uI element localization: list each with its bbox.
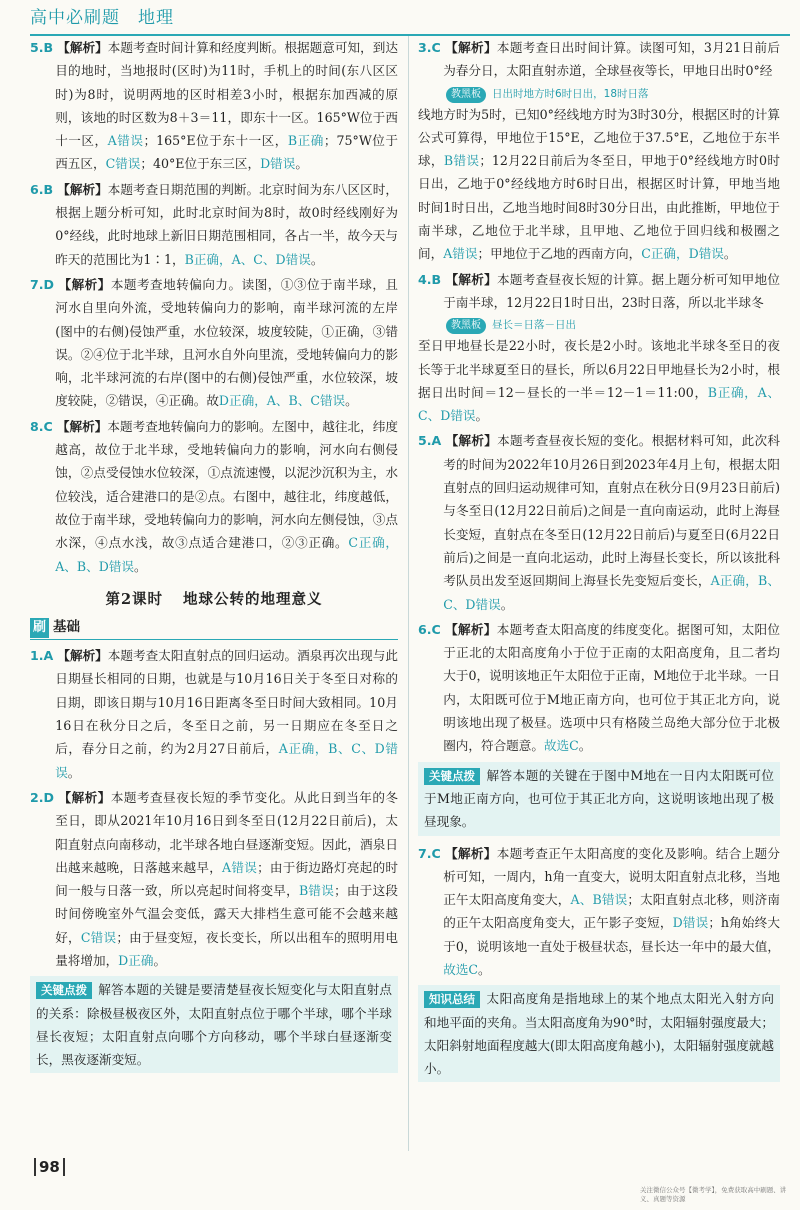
answer-item <box>418 618 780 758</box>
analysis-text: ；12月22日前后为冬至日，甲地于0°经线地方时0时日出，乙地于0°经线地方时6时日出，根据区时计算，甲地当地时间1时日出，乙地当地时间8时30分日出，由此推断，甲地位于南半球，乙地位于北半球，且甲地、乙地位于回归线和极圈之间， <box>418 153 780 262</box>
analysis-text: 本题考查昼夜长短的计算。据上题分析可知甲地位于南半球，12月22日1时日出，23时日落，所以北半球冬 <box>443 271 781 310</box>
analysis-text: 。 <box>295 156 308 172</box>
analysis-text: 线地方时为5时，已知0°经线地方时为3时30分，根据区时的计算公式可算得，甲地位于15°E，乙地位于37.5°E，乙地位于东半球， <box>418 106 780 169</box>
analysis-label: 【解析】 <box>445 40 497 55</box>
analysis-text: 本题考查太阳直射点的回归运动。酒泉再次出现与此日期昼长相同的日期，也就是与10月16日关于冬至日对称的日期，即该日期与10月16日距离冬至日时间大致相同。10月16日在秋分日之后，冬至日之前，另一日期应在冬至日之后，春分日之前，约为2月27日前后， <box>55 648 399 757</box>
analysis-text: 本题考查时间计算和经度判断。根据题意可知，到达目的地时，当地报时(区时)为11时，手机上的时间(东八区区时)为8时，说明两地的区时相差3小时，根据东加西减的原则，该地的时区数为8＋3＝11，即东十一区。165°W位于西十一区， <box>55 40 399 149</box>
item-number: 4.B <box>418 271 442 287</box>
analysis-label: 【解析】 <box>57 40 108 55</box>
analysis-text: 本题考查昼夜长短的变化。根据材料可知，此次科考的时间为2022年10月26日到2023年4月上旬，根据太阳直射点的回归运动规律可知，直射点在秋分日(9月23日前后)与冬至日(12月22日前后)之间是一直向南运动，此时上海昼长变短，直射点在冬至日(12月22日前后)与夏至日(6月22日前后)之间是一直向北运动，此时上海昼长变长，所以该批科考队员出发至返回期间上海昼长先变短后变长， <box>443 433 781 589</box>
analysis-text: 。 <box>500 596 514 612</box>
answer-item-continued <box>418 334 780 427</box>
column-divider <box>408 36 409 1151</box>
option-judgment: D正确，A、B、C错误 <box>218 393 346 409</box>
analysis-text: 。 <box>478 961 491 977</box>
analysis-label: 【解析】 <box>58 789 111 805</box>
analysis-label: 【解析】 <box>58 276 111 292</box>
option-judgment: A正确，B、C、D错误 <box>55 741 398 780</box>
analysis-text: ；由于这段时间傍晚室外气温会变低，露天大排档生意可能不会越来越好， <box>55 883 399 945</box>
option-judgment: D错误 <box>672 915 709 931</box>
analysis-text: 。 <box>134 558 147 574</box>
option-judgment: A错误 <box>222 859 258 875</box>
analysis-text: 。 <box>345 393 358 409</box>
knowledge-summary-text: 太阳高度角是指地球上的某个地点太阳光入射方向和地平面的夹角。当太阳高度角为90°时，太阳辐射强度最大；太阳斜射地面程度越大(即太阳高度角越小)，太阳辐射强度就越小。 <box>424 991 774 1077</box>
analysis-text: 。 <box>310 251 324 267</box>
level-label: 基础 <box>53 619 81 636</box>
option-judgment: 故选C <box>543 738 579 754</box>
analysis-text: 本题考查太阳高度的纬度变化。据图可知，太阳位于正北的太阳高度角小于位于正南的太阳高度角，且二者均大于0，说明该地正午太阳位于正南，M地位于北半球。一日内，太阳既可位于M地正南方向，也可位于其正北方向，说明该地出现了极昼。选项中只有格陵兰岛绝大部分位于北极圈内，符合题意。 <box>443 621 781 754</box>
option-judgment: C错误 <box>105 156 141 172</box>
blackboard-badge: 教黑板 <box>446 87 486 103</box>
option-judgment: A、B错误 <box>570 892 628 908</box>
analysis-label: 【解析】 <box>445 271 497 287</box>
analysis-label: 【解析】 <box>57 648 108 664</box>
analysis-text: ；由于昼变短，夜长变长，所以出租车的照明用电量将增加， <box>55 929 399 968</box>
level-tag: 刷 <box>30 618 49 638</box>
analysis-text: 本题考查昼夜长短的季节变化。从此日到当年的冬至日，即从2021年10月16日到冬至日(12月22日前后)，太阳直射点向南移动，北半球各地白昼逐渐变短。因此，酒泉日出越来越晚，日落越来越早， <box>55 789 399 875</box>
option-judgment: C错误 <box>80 929 117 945</box>
answer-item <box>418 429 780 615</box>
analysis-text: ；75°W位于西五区， <box>55 133 398 172</box>
blackboard-note <box>418 316 780 334</box>
analysis-text: 。 <box>153 952 167 968</box>
answer-item <box>30 273 398 413</box>
option-judgment: B正确，A、C、D错误 <box>184 251 311 267</box>
answer-item-continued <box>418 103 780 266</box>
analysis-text: 。 <box>578 738 592 754</box>
analysis-text: ；由于街边路灯亮起的时间一般与日落一致，所以亮起时间将变早， <box>55 859 399 899</box>
answer-item <box>418 36 780 83</box>
analysis-text: 本题考查日出时间计算。读图可知，3月21日前后为春分日，太阳直射赤道，全球昼夜等长，甲地日出时0°经 <box>443 40 780 79</box>
analysis-text: 本题考查正午太阳高度的变化及影响。结合上题分析可知，一周内，h角一直变大，说明太阳直射点北移，当地正午太阳高度角变大， <box>443 845 781 908</box>
blackboard-text: 日出时地方时6时日出，18时日落 <box>492 87 649 100</box>
option-judgment: B正确 <box>287 133 324 149</box>
analysis-text: 至日甲地昼长是22小时，夜长是2小时。该地北半球冬至日的夜长等于北半球夏至日的昼长，所以6月22日甲地昼长为2小时，根据日出时间＝12－昼长的一半＝12－1＝11:00， <box>418 338 780 400</box>
analysis-label: 【解析】 <box>445 621 497 637</box>
item-number: 1.A <box>30 648 54 664</box>
item-number: 8.C <box>30 418 53 434</box>
answer-item <box>418 268 780 315</box>
option-judgment: D错误 <box>260 156 296 172</box>
option-judgment: 故选C <box>443 961 479 977</box>
knowledge-summary-tag: 知识总结 <box>424 991 480 1008</box>
item-number: 5.B <box>30 40 54 55</box>
item-number: 7.D <box>30 276 55 292</box>
key-tip-box <box>30 976 398 1073</box>
option-judgment: C正确，D错误 <box>641 246 724 262</box>
analysis-label: 【解析】 <box>445 433 498 449</box>
option-judgment: A错误 <box>443 246 478 262</box>
blackboard-text: 昼长＝日落－日出 <box>492 319 576 332</box>
option-judgment: B错误 <box>298 883 335 899</box>
analysis-text: 。 <box>723 246 737 262</box>
analysis-text: 。 <box>475 408 489 424</box>
answer-item <box>418 842 780 982</box>
analysis-label: 【解析】 <box>445 845 497 861</box>
item-number: 7.C <box>418 845 441 861</box>
analysis-text: ；h角始终大于0，说明该地一直处于极昼状态，昼长达一年中的最大值， <box>443 915 780 954</box>
answer-item <box>30 786 398 972</box>
analysis-text: 本题考查地转偏向力。读图，①③位于南半球，且河水自里向外流，受地转偏向力的影响，南半球河流的左岸(图中的右侧)侵蚀严重，水位较深，坡度较陡，①正确，③错误。②④位于北半球，且河水自外向里流，受地转偏向力的影响，北半球河流的右岸(图中的右侧)侵蚀严重，水位较深，坡度较陡，②错误，④正确。故 <box>55 276 399 409</box>
key-tip-text: 解答本题的关键是要清楚昼夜长短变化与太阳直射点的关系：除极昼极夜区外，太阳直射点位于哪个半球，哪个半球昼长夜短；太阳直射点向哪个方向移动，哪个半球白昼逐渐变长，黑夜逐渐变短。 <box>36 982 392 1068</box>
footer-note: 关注微信公众号【微考学】，免费获取高中刷题、讲义、真题等资源 <box>640 1186 787 1203</box>
analysis-text: ；甲地位于乙地的西南方向， <box>477 246 642 262</box>
answer-item <box>30 178 398 271</box>
key-tip-box <box>418 762 780 836</box>
item-number: 2.D <box>30 789 55 805</box>
section-title <box>30 588 398 611</box>
key-tip-tag: 关键点拨 <box>424 768 480 785</box>
analysis-text: ；40°E位于东三区， <box>140 156 261 172</box>
lesson-title: 地球公转的地理意义 <box>183 590 323 608</box>
item-number: 6.B <box>30 181 54 197</box>
answer-item <box>30 36 398 176</box>
analysis-label: 【解析】 <box>57 181 108 197</box>
analysis-text: 。 <box>67 764 81 780</box>
item-number: 3.C <box>418 40 441 55</box>
analysis-label: 【解析】 <box>56 418 108 434</box>
option-judgment: D正确 <box>118 952 154 968</box>
level-heading <box>30 617 398 640</box>
header-title: 高中必刷题 地理 <box>30 8 174 28</box>
page-header <box>30 4 790 36</box>
option-judgment: A正确，B、C、D错误 <box>443 573 780 612</box>
option-judgment: B正确，A、C、D错误 <box>418 384 780 424</box>
option-judgment: C正确，A、B、D错误 <box>55 535 399 574</box>
left-column <box>30 36 398 1079</box>
analysis-text: ；165°E位于东十一区， <box>143 133 288 149</box>
page-number: 98 <box>34 1158 65 1176</box>
right-column <box>418 36 780 1088</box>
blackboard-note <box>418 85 780 103</box>
option-judgment: A错误 <box>107 133 144 149</box>
analysis-text: ；太阳直射点北移，则济南的正午太阳高度角变大，正午影子变短， <box>443 892 780 931</box>
blackboard-badge: 教黑板 <box>446 318 486 334</box>
item-number: 5.A <box>418 433 442 449</box>
key-tip-tag: 关键点拨 <box>36 982 92 999</box>
analysis-text: 本题考查地转偏向力的影响。左图中，越往北，纬度越高，故位于北半球，受地转偏向力的影响，河水向右侧侵蚀，②点受侵蚀水位较深，①点流速慢，以泥沙沉积为主，水位较浅，适合建港口的是②点。右图中，越往北，纬度越低，故位于南半球，受地转偏向力的影响，河水向左侧侵蚀，③点水深，④点水浅，故③点适合建港口，②③正确。 <box>55 418 398 551</box>
answer-item <box>30 644 398 784</box>
key-tip-text: 解答本题的关键在于图中M地在一日内太阳既可位于M地正南方向，也可位于其正北方向，这说明该地出现了极昼现象。 <box>424 767 774 830</box>
lesson-number: 第2课时 <box>105 590 164 608</box>
analysis-text: 本题考查日期范围的判断。北京时间为东八区区时，根据上题分析可知，此时北京时间为8时，故0时经线刚好为0°经线，此时地球上新旧日期范围相同，各占一半，故今天与昨天的范围比为1∶1， <box>55 181 399 267</box>
knowledge-summary-box <box>418 985 780 1082</box>
option-judgment: B错误 <box>443 153 480 169</box>
answer-item <box>30 415 398 578</box>
item-number: 6.C <box>418 621 441 637</box>
